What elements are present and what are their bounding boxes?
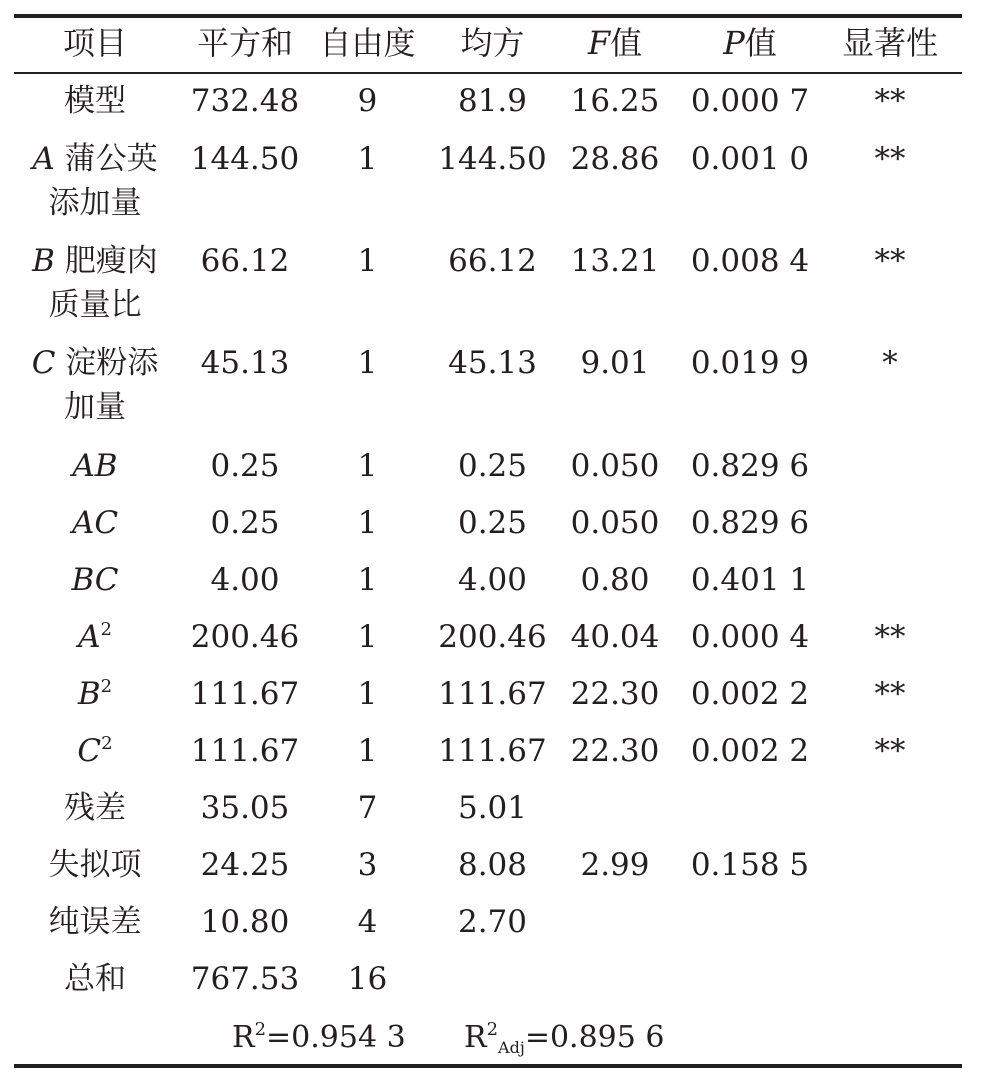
row-bc-f: 0.80 (580, 562, 650, 598)
p-suffix: 值 (744, 24, 777, 62)
row-b2-f: 22.30 (570, 676, 660, 712)
row-b-ss: 66.12 (200, 243, 290, 279)
r-squared-adj-subscript: Adj (498, 1038, 525, 1057)
row-ac-f: 0.050 (570, 505, 660, 541)
row-lack-of-fit-ss: 24.25 (200, 847, 290, 883)
row-bc-p: 0.401 1 (690, 562, 810, 598)
row-total-df: 16 (347, 961, 388, 997)
row-c-label-line2: 加量 (64, 389, 126, 425)
row-bc-ss: 4.00 (210, 562, 280, 598)
r-squared-adjusted (464, 1015, 664, 1061)
row-ab-df: 1 (357, 448, 378, 484)
row-c-label-text1: 淀粉添 (65, 345, 159, 381)
row-b2-var: B (77, 676, 101, 712)
row-b2-df: 1 (357, 676, 378, 712)
row-a2-ms: 200.46 (438, 619, 547, 655)
row-b2-p: 0.002 2 (690, 676, 810, 712)
row-b2-exponent: 2 (100, 676, 113, 697)
row-c-df: 1 (357, 345, 378, 381)
row-ac-p: 0.829 6 (690, 505, 810, 541)
row-ac-ss: 0.25 (210, 505, 280, 541)
row-lack-of-fit-f: 2.99 (580, 847, 650, 883)
row-a2-exponent: 2 (100, 619, 112, 640)
row-b-label-text1: 肥瘦肉 (64, 243, 158, 279)
row-model-f: 16.25 (570, 83, 660, 119)
row-pure-error-ms: 2.70 (457, 904, 528, 940)
row-b-f: 13.21 (570, 243, 660, 279)
header-p-value (685, 20, 815, 66)
row-ab-ms: 0.25 (457, 448, 528, 484)
row-a2-f: 40.04 (570, 619, 660, 655)
row-a-df: 1 (357, 141, 378, 177)
row-b2-label (20, 671, 170, 717)
table-bottom-rule (14, 1064, 962, 1068)
row-b2-ms: 111.67 (438, 676, 547, 712)
row-c-ms: 45.13 (448, 345, 537, 381)
row-a-label-line2: 添加量 (48, 185, 142, 221)
row-total-label: 总和 (64, 961, 126, 997)
r-squared-adj-letter: R (464, 1020, 487, 1055)
table-header-rule (14, 72, 962, 74)
row-lack-of-fit-df: 3 (357, 847, 378, 883)
row-bc-df: 1 (357, 562, 378, 598)
f-letter: F (587, 24, 611, 62)
r-squared-letter: R (232, 1020, 255, 1055)
row-a-p: 0.001 0 (690, 141, 810, 177)
row-a-f: 28.86 (570, 141, 660, 177)
row-c2-sig: ** (874, 733, 906, 769)
row-a2-p: 0.000 4 (690, 619, 810, 655)
row-lack-of-fit-p: 0.158 5 (690, 847, 810, 883)
r-squared-exponent: 2 (254, 1019, 267, 1040)
row-c2-label (20, 728, 170, 774)
table-top-rule (14, 14, 962, 18)
row-ab-label: AB (72, 448, 118, 484)
p-letter: P (723, 24, 745, 62)
row-model-label: 模型 (64, 83, 126, 119)
row-residual-ms: 5.01 (457, 790, 528, 826)
row-a-ms: 144.50 (438, 141, 547, 177)
row-residual-ss: 35.05 (200, 790, 290, 826)
row-ac-ms: 0.25 (457, 505, 528, 541)
row-b-label-line2: 质量比 (48, 287, 142, 323)
row-ac-label: AC (71, 505, 119, 541)
row-c-label-line1 (20, 340, 170, 386)
row-a2-label (20, 614, 170, 660)
row-a-var: A (32, 141, 55, 177)
row-residual-label: 残差 (64, 790, 126, 826)
row-pure-error-df: 4 (357, 904, 378, 940)
r-squared-value: =0.954 3 (266, 1020, 406, 1055)
row-a-label-text1: 蒲公英 (64, 141, 158, 177)
row-model-sig: ** (874, 83, 906, 119)
row-b-p: 0.008 4 (690, 243, 810, 279)
row-lack-of-fit-label: 失拟项 (48, 847, 142, 883)
row-c2-var: C (77, 733, 102, 769)
row-pure-error-ss: 10.80 (200, 904, 290, 940)
row-c-p: 0.019 9 (690, 345, 810, 381)
row-a2-ss: 200.46 (190, 619, 300, 655)
row-ac-df: 1 (357, 505, 378, 541)
r-squared-adj-exponent: 2 (486, 1019, 499, 1040)
header-f-value (555, 20, 675, 66)
row-c-var: C (31, 345, 56, 381)
row-pure-error-label: 纯误差 (48, 904, 142, 940)
header-significance: 显著性 (841, 24, 938, 62)
r-squared (232, 1015, 406, 1061)
row-model-ss: 732.48 (190, 83, 300, 119)
row-residual-df: 7 (357, 790, 378, 826)
row-ab-ss: 0.25 (210, 448, 280, 484)
header-sum-of-squares: 平方和 (196, 24, 293, 62)
row-lack-of-fit-ms: 8.08 (457, 847, 528, 883)
row-a2-df: 1 (357, 619, 378, 655)
row-b2-ss: 111.67 (190, 676, 300, 712)
row-b-ms: 66.12 (448, 243, 537, 279)
row-b-df: 1 (357, 243, 378, 279)
row-ab-f: 0.050 (570, 448, 660, 484)
row-c-ss: 45.13 (200, 345, 290, 381)
row-total-ss: 767.53 (190, 961, 300, 997)
row-c2-df: 1 (357, 733, 378, 769)
row-c2-f: 22.30 (570, 733, 660, 769)
row-b-sig: ** (874, 243, 906, 279)
row-ab-p: 0.829 6 (690, 448, 810, 484)
row-b-var: B (32, 243, 55, 279)
row-model-ms: 81.9 (457, 83, 528, 119)
row-bc-label: BC (71, 562, 119, 598)
row-a-label-line1 (20, 136, 170, 182)
header-item: 项目 (62, 24, 127, 62)
row-model-p: 0.000 7 (690, 83, 810, 119)
row-bc-ms: 4.00 (457, 562, 528, 598)
row-a-sig: ** (874, 141, 906, 177)
row-c2-p: 0.002 2 (690, 733, 810, 769)
row-a2-var: A (78, 619, 101, 655)
r-squared-adj-value: =0.895 6 (524, 1020, 665, 1055)
f-suffix: 值 (610, 24, 643, 62)
row-model-df: 9 (357, 83, 378, 119)
header-degrees-of-freedom: 自由度 (319, 24, 416, 62)
row-c-sig: * (882, 345, 898, 381)
row-c2-exponent: 2 (101, 733, 113, 754)
row-b2-sig: ** (874, 676, 906, 712)
row-b-label-line1 (20, 238, 170, 284)
row-a2-sig: ** (874, 619, 906, 655)
header-mean-square: 均方 (460, 24, 525, 62)
row-c2-ss: 111.67 (190, 733, 300, 769)
row-a-ss: 144.50 (190, 141, 300, 177)
row-c-f: 9.01 (580, 345, 650, 381)
row-c2-ms: 111.67 (438, 733, 547, 769)
